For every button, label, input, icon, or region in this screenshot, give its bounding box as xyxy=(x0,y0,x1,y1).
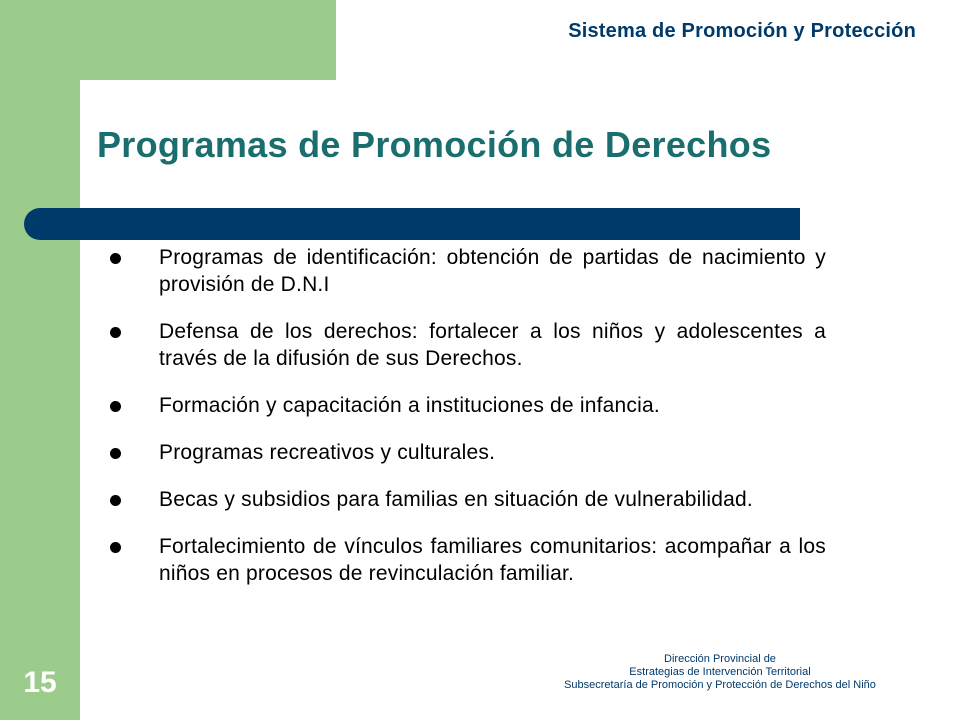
bullet-dot-icon xyxy=(110,495,121,506)
bullet-dot-icon xyxy=(110,327,121,338)
bullet-dot-icon xyxy=(110,401,121,412)
bullet-item xyxy=(104,486,826,513)
bullet-text: Fortalecimiento de vínculos familiares comunitarios: acompañar a los niños en procesos de revinculación familiar. xyxy=(159,535,826,585)
bullet-item xyxy=(104,533,826,587)
footer-line: Subsecretaría de Promoción y Protección de Derechos del Niño xyxy=(564,679,876,691)
bullet-text: Defensa de los derechos: fortalecer a los niños y adolescentes a través de la difusión de sus Derechos. xyxy=(159,320,826,370)
title-divider-bar xyxy=(24,208,800,240)
bullet-item xyxy=(104,244,826,298)
bullet-dot-icon xyxy=(110,542,121,553)
left-green-band xyxy=(0,0,80,720)
bullet-text: Programas de identificación: obtención de partidas de nacimiento y provisión de D.N.I xyxy=(159,246,826,296)
bullet-item xyxy=(104,439,826,466)
footer-line: Estrategias de Intervención Territorial xyxy=(629,666,811,678)
bullet-dot-icon xyxy=(110,448,121,459)
bullet-list xyxy=(104,244,826,587)
section-header: Sistema de Promoción y Protección xyxy=(568,20,916,42)
bullet-text: Becas y subsidios para familias en situación de vulnerabilidad. xyxy=(159,488,753,511)
bullet-text: Formación y capacitación a instituciones de infancia. xyxy=(159,394,660,417)
footer-credit xyxy=(520,653,920,692)
bullet-dot-icon xyxy=(110,253,121,264)
bullet-item xyxy=(104,318,826,372)
top-green-band xyxy=(0,0,336,80)
bullet-text: Programas recreativos y culturales. xyxy=(159,441,496,464)
bullet-item xyxy=(104,392,826,419)
slide-title: Programas de Promoción de Derechos xyxy=(97,124,772,165)
slide-number: 15 xyxy=(23,666,57,699)
footer-line: Dirección Provincial de xyxy=(664,653,776,665)
